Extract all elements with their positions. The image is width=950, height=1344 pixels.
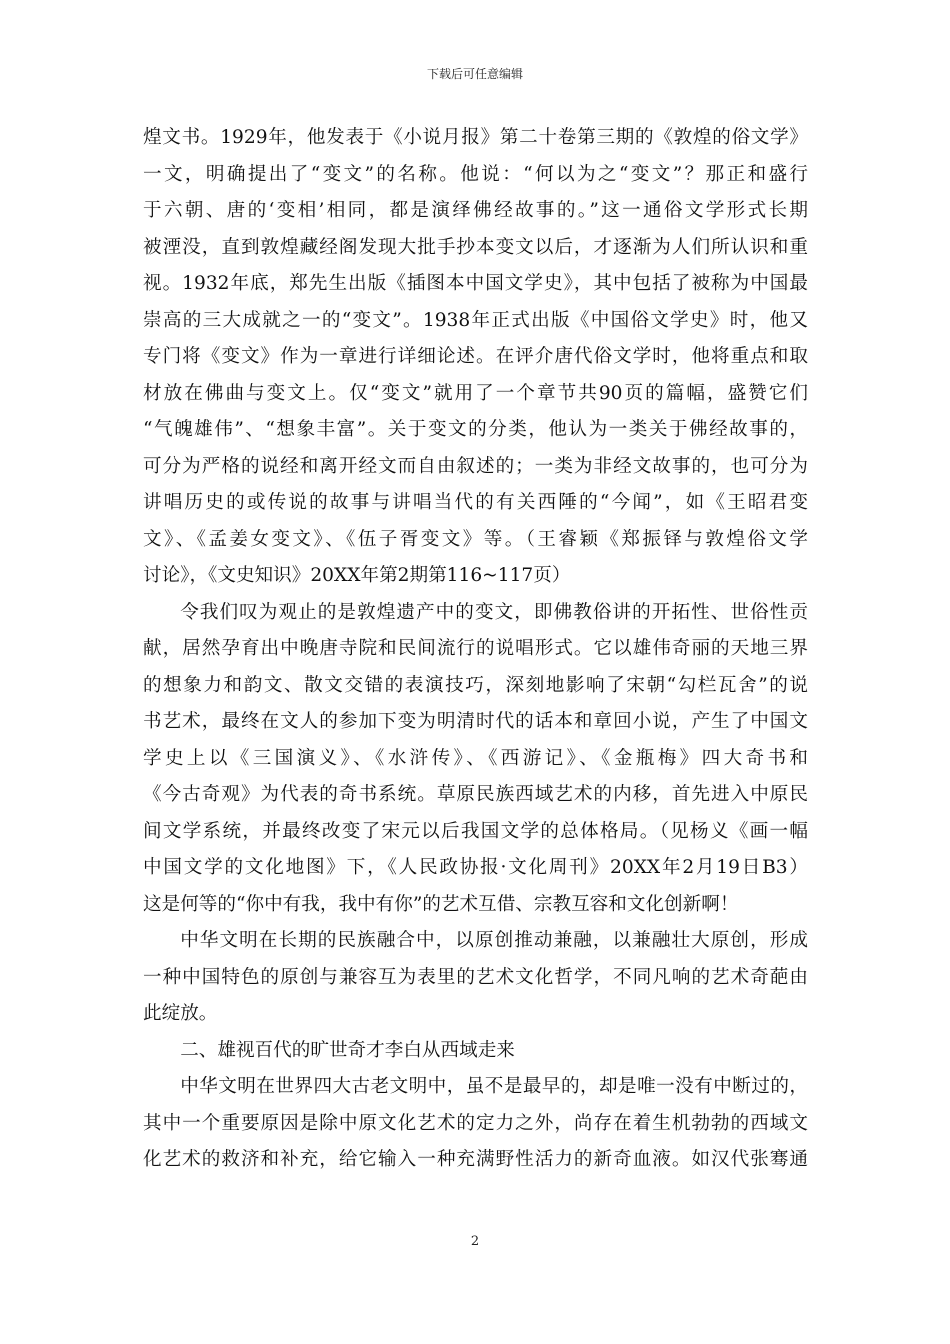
text-line: 其中一个重要原因是除中原文化艺术的定力之外，尚存在着生机勃勃的西域文 <box>143 1112 808 1134</box>
text-line: 被湮没，直到敦煌藏经阁发现大批手抄本变文以后，才逐渐为人们所认识和重 <box>143 236 808 258</box>
text-line: 化艺术的救济和补充，给它输入一种充满野性活力的新奇血液。如汉代张骞通 <box>143 1149 808 1170</box>
text-line: 煌文书。1929年，他发表于《小说月报》第二十卷第三期的《敦煌的俗文学》 <box>143 127 808 148</box>
page-number: 2 <box>470 1234 480 1249</box>
text-line: 文》、《孟姜女变文》、《伍子胥变文》等。（王睿颖《郑振铎与敦煌俗文学 <box>143 528 808 550</box>
text-line: 这是何等的“你中有我，我中有你”的艺术互借、宗教互容和文化创新啊！ <box>143 893 739 915</box>
section-heading-li-bai <box>143 1033 808 1070</box>
body-text <box>143 120 808 1179</box>
text-line: 献，居然孕育出中晚唐寺院和民间流行的说唱形式。它以雄伟奇丽的天地三界 <box>143 638 808 659</box>
text-line: 学史上以《三国演义》、《水浒传》、《西游记》、《金瓶梅》四大奇书和 <box>143 747 808 769</box>
text-line: 崇高的三大成就之一的“变文”。1938年正式出版《中国俗文学史》时，他又 <box>143 309 808 331</box>
text-line: 《今古奇观》为代表的奇书系统。草原民族西域艺术的内移，首先进入中原民 <box>143 784 808 805</box>
text-line: 专门将《变文》作为一章进行详细论述。在评介唐代俗文学时，他将重点和取 <box>143 346 808 367</box>
page-header: 下载后可任意编辑 <box>426 67 523 81</box>
text-line: 中华文明在长期的民族融合中，以原创推动兼融，以兼融壮大原创，形成 <box>180 930 808 951</box>
section-heading: 二、雄视百代的旷世奇才李白从西域走来 <box>180 1039 515 1061</box>
paragraph-zheng-zhenduo-bianwen <box>143 120 808 595</box>
text-line: 讲唱历史的或传说的故事与讲唱当代的有关西陲的“今闻”，如《王昭君变 <box>143 492 808 513</box>
paragraph-dunhuang-legacy <box>143 595 808 924</box>
text-line: 一文，明确提出了“变文”的名称。他说：“何以为之“变文”？那正和盛行 <box>143 163 808 185</box>
text-line: 书艺术，最终在文人的参加下变为明清时代的话本和章回小说，产生了中国文 <box>143 711 808 732</box>
text-line: 材放在佛曲与变文上。仅“变文”就用了一个章节共90页的篇幅，盛赞它们 <box>143 382 808 404</box>
text-line: 一种中国特色的原创与兼容互为表里的艺术文化哲学，不同凡响的艺术奇葩由 <box>143 966 808 988</box>
text-line: 此绽放。 <box>143 1003 218 1024</box>
text-line: 可分为严格的说经和离开经文而自由叙述的；一类为非经文故事的，也可分为 <box>143 455 808 477</box>
paragraph-four-civilizations <box>143 1069 808 1179</box>
text-line: 中国文学的文化地图》下，《人民政协报·文化周刊》20XX年2月19日B3） <box>143 857 808 878</box>
text-line: 讨论》，《文史知识》20XX年第2期第116~117页） <box>143 565 571 586</box>
text-line: 令我们叹为观止的是敦煌遗产中的变文，即佛教俗讲的开拓性、世俗性贡 <box>180 601 808 623</box>
text-line: 的想象力和韵文、散文交错的表演技巧，深刻地影响了宋朝“勾栏瓦舍”的说 <box>143 674 808 696</box>
text-line: 于六朝、唐的‘变相’相同，都是演绎佛经故事的。”这一通俗文学形式长期 <box>143 200 808 221</box>
text-line: 中华文明在世界四大古老文明中，虽不是最早的，却是唯一没有中断过的， <box>180 1076 808 1097</box>
text-line: 间文学系统，并最终改变了宋元以后我国文学的总体格局。（见杨义《画一幅 <box>143 820 808 842</box>
text-line: “气魄雄伟”、“想象丰富”。关于变文的分类，他认为一类关于佛经故事的， <box>143 419 808 440</box>
paragraph-chinese-civilization <box>143 923 808 1033</box>
text-line: 视。1932年底，郑先生出版《插图本中国文学史》，其中包括了被称为中国最 <box>143 273 808 294</box>
